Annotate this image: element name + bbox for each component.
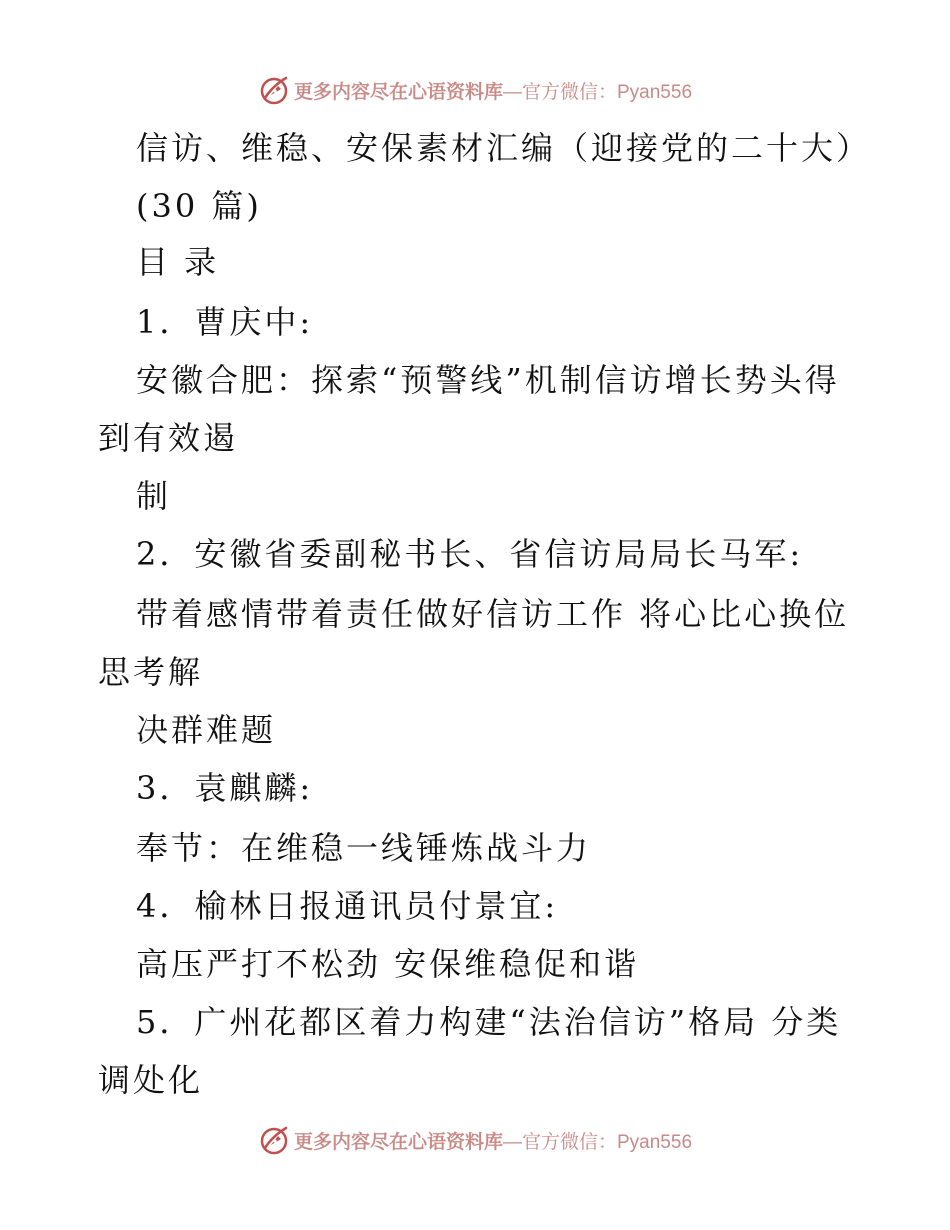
- toc-item-4-title: 高压严打不松劲 安保维稳促和谐: [136, 945, 640, 983]
- toc-heading: 目 录: [136, 243, 220, 281]
- toc-item-1-author: 1．曹庆中:: [136, 303, 314, 341]
- watermark-banner-bottom: [0, 1120, 950, 1160]
- toc-item-3-title: 奉节：在维稳一线锤炼战斗力: [136, 829, 592, 867]
- watermark-site-text: 更多内容尽在心语资料库: [293, 1130, 503, 1153]
- document-title: 信访、维稳、安保素材汇编（迎接党的二十大）: [136, 129, 872, 167]
- toc-item-5-title: 5．广州花都区着力构建“法治信访”格局 分类: [136, 1003, 842, 1041]
- watermark-site-text: 更多内容尽在心语资料库: [293, 80, 503, 103]
- toc-item-1-title-end: 制: [136, 477, 172, 515]
- toc-item-2-title: 带着感情带着责任做好信访工作 将心比心换位: [136, 595, 850, 633]
- toc-item-2-title-end: 决群难题: [136, 711, 277, 749]
- watermark-banner-top: [0, 70, 950, 110]
- pen-nib-swirl-icon: [258, 1124, 290, 1156]
- pen-nib-swirl-icon: [258, 74, 290, 106]
- toc-item-3-author: 3．袁麒麟:: [136, 769, 314, 807]
- toc-item-1-title: 安徽合肥：探索“预警线”机制信访增长势头得: [136, 361, 840, 399]
- toc-item-2-title-cont: 思考解: [98, 653, 204, 691]
- toc-item-5-title-cont: 调处化: [98, 1061, 204, 1099]
- document-subtitle-count: (30 篇): [136, 187, 262, 225]
- toc-item-2-author: 2．安徽省委副秘书长、省信访局局长马军:: [136, 535, 804, 573]
- watermark-wechat-text: —官方微信：Pyan556: [503, 1131, 693, 1153]
- toc-item-1-title-cont: 到有效遏: [98, 419, 239, 457]
- toc-item-4-author: 4．榆林日报通讯员付景宜:: [136, 887, 559, 925]
- watermark-wechat-text: —官方微信：Pyan556: [503, 81, 693, 103]
